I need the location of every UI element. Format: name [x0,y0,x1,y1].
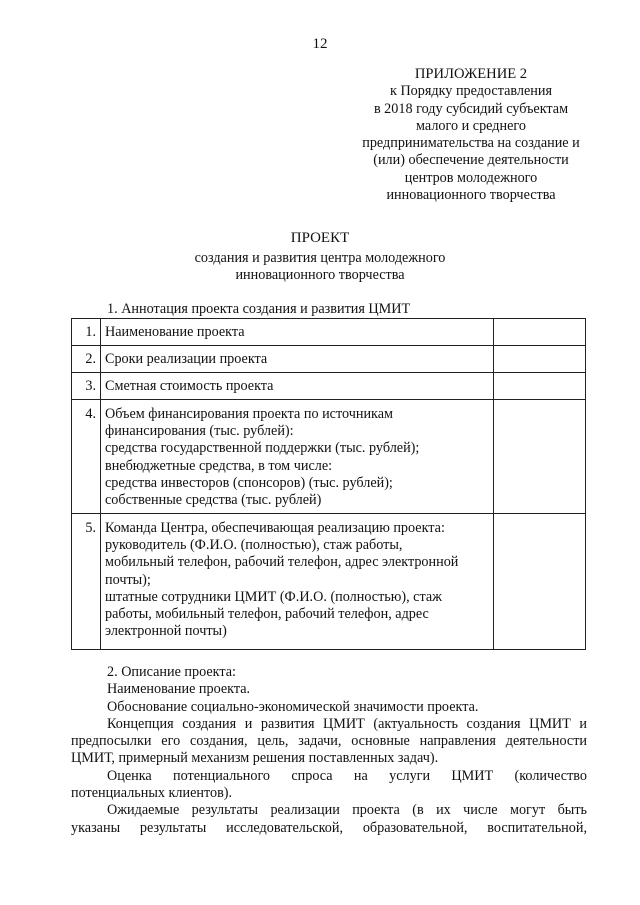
row-number: 5. [72,514,101,650]
appendix-line: (или) обеспечение деятельности [373,152,569,169]
row-description-line: Сметная стоимость проекта [105,378,274,394]
paragraph-results-line: указаны результаты исследовательской, образовательной, воспитательной, [71,819,587,836]
row-description-line: руководитель (Ф.И.О. (полностью), стаж работы, [105,537,403,554]
project-heading [0,230,640,285]
paragraph-demand-line: Оценка потенциального спроса на услуги ЦМИТ (количество [107,767,587,784]
row-description-line: работы, мобильный телефон, рабочий телефон, адрес [105,606,429,623]
section2-description [71,664,587,837]
appendix-title: ПРИЛОЖЕНИЕ 2 [414,66,528,82]
paragraph-results-line: Ожидаемые результаты реализации проекта (в их числе могут быть [107,802,587,819]
table-row [72,319,586,346]
paragraph-concept-line: предпосылки его создания, цель, задачи, основные направления деятельности [71,733,587,750]
paragraph-significance: Обоснование социально-экономической значимости проекта. [107,698,479,715]
section2-title: 2. Описание проекта: [107,664,236,680]
row-value-cell [494,514,586,650]
row-description-line: финансирования (тыс. рублей): [105,423,294,440]
appendix-line: в 2018 году субсидий субъектам [373,100,569,117]
paragraph-concept-line: Концепция создания и развития ЦМИТ (актуальность создания ЦМИТ и [107,715,587,732]
row-description-line: Объем финансирования проекта по источникам [105,406,393,422]
row-description [101,319,494,346]
appendix-line: предпринимательства на создание и [362,135,580,152]
appendix-block [348,66,594,204]
paragraph-demand-line: потенциальных клиентов). [71,785,233,802]
row-description-line: средства государственной поддержки (тыс. рублей); [105,440,420,457]
row-number: 3. [72,373,101,400]
row-description-line: почты); [105,571,151,588]
row-description-line: Команда Центра, обеспечивающая реализацию проекта: [105,520,445,536]
annotation-table [71,318,586,650]
row-description-line: мобильный телефон, рабочий телефон, адрес электронной [105,554,459,571]
appendix-line: инновационного творчества [386,187,556,204]
row-value-cell [494,373,586,400]
project-title: ПРОЕКТ [290,230,350,246]
appendix-line: малого и среднего [416,117,526,134]
row-description [101,514,494,650]
section1-title: 1. Аннотация проекта создания и развития ЦМИТ [107,301,411,317]
row-value-cell [494,346,586,373]
row-description-line: собственные средства (тыс. рублей) [105,492,322,509]
project-subtitle-line: инновационного творчества [235,267,405,283]
row-number: 4. [72,400,101,514]
row-number: 1. [72,319,101,346]
row-description-line: внебюджетные средства, в том числе: [105,457,333,474]
row-description [101,346,494,373]
row-description-line: электронной почты) [105,623,227,640]
table-row [72,373,586,400]
row-number: 2. [72,346,101,373]
appendix-line: центров молодежного [404,169,538,186]
row-value-cell [494,319,586,346]
row-description-line: Наименование проекта [105,324,245,340]
row-description-line: штатные сотрудники ЦМИТ (Ф.И.О. (полностью), стаж [105,588,442,605]
appendix-line: к Порядку предоставления [390,83,552,100]
row-description-line: средства инвесторов (спонсоров) (тыс. рублей); [105,474,393,491]
paragraph-project-name: Наименование проекта. [107,681,251,698]
row-description [101,373,494,400]
paragraph-concept-line: ЦМИТ, примерный механизм решения поставленных задач). [71,750,439,767]
table-row [72,400,586,514]
page-number: 12 [312,36,328,52]
table-row [72,514,586,650]
row-description-line: Сроки реализации проекта [105,351,268,367]
table-row [72,346,586,373]
row-description [101,400,494,514]
row-value-cell [494,400,586,514]
project-subtitle-line: создания и развития центра молодежного [194,249,446,266]
